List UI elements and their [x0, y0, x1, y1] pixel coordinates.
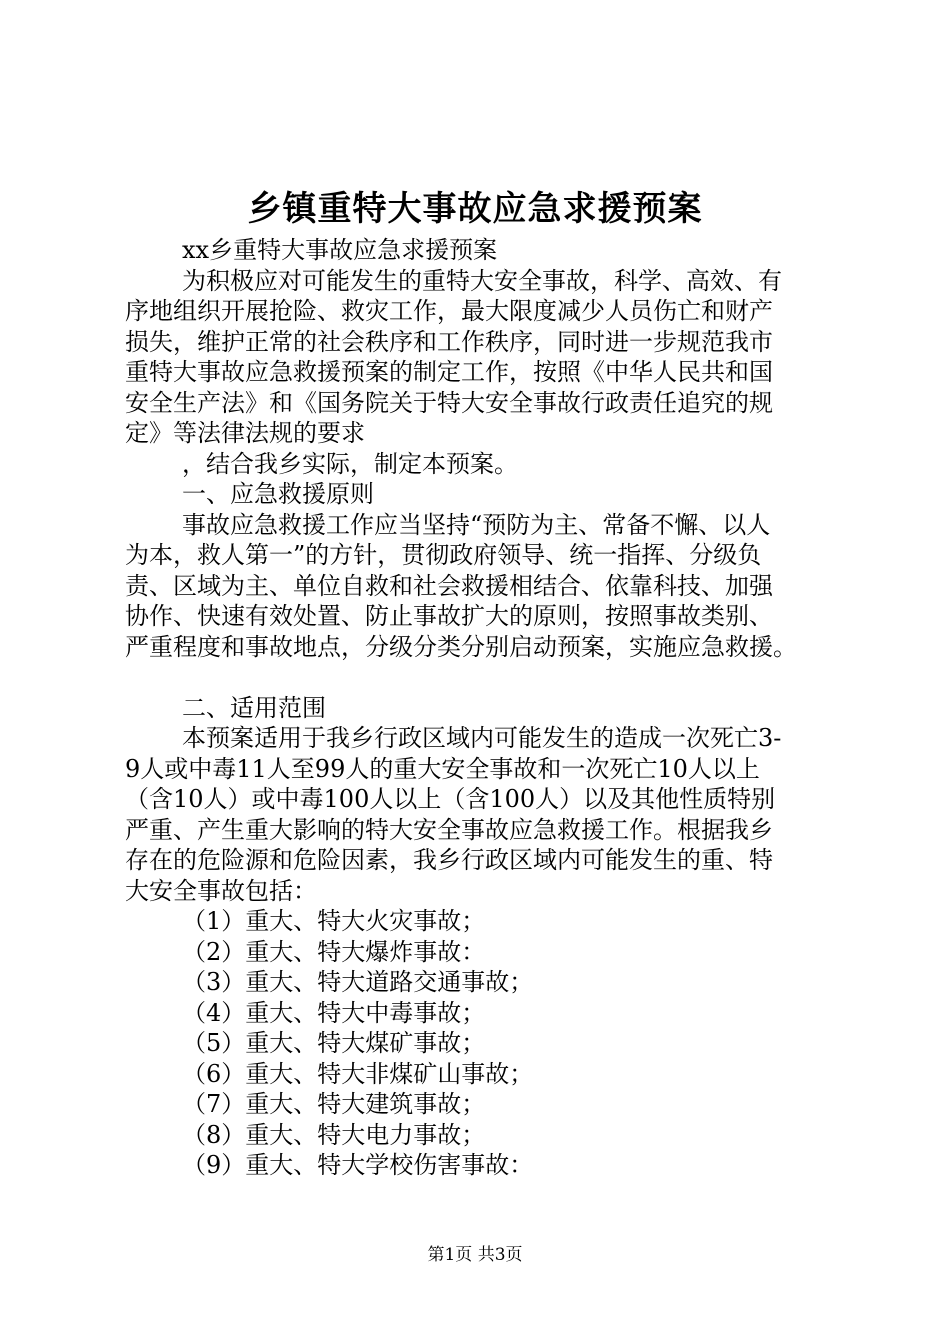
document-line: 本预案适用于我乡行政区域内可能发生的造成一次死亡3- — [182, 724, 782, 752]
document-line: xx乡重特大事故应急求援预案 — [182, 236, 498, 264]
document-line: 二、适用范围 — [182, 693, 326, 722]
document-line: 9人或中毒11人至99人的重大安全事故和一次死亡10人以上 — [125, 754, 760, 783]
document-line: 安全生产法》和《国务院关于特大安全事故行政责任追究的规 — [125, 388, 773, 417]
document-line: 大安全事故包括： — [125, 876, 317, 905]
document-line: 重特大事故应急救援预案的制定工作，按照《中华人民共和国 — [125, 358, 773, 386]
document-line: （含10人）或中毒100人以上（含100人）以及其他性质特别 — [125, 785, 776, 813]
document-title: 乡镇重特大事故应急求援预案 — [247, 189, 703, 229]
document-line: 存在的危险源和危险因素，我乡行政区域内可能发生的重、特 — [125, 846, 773, 874]
document-line: （5）重大、特大煤矿事故； — [182, 1029, 486, 1057]
document-line: 为本，救人第一”的方针，贯彻政府领导、统一指挥、分级负 — [125, 541, 762, 569]
document-line: 协作、快速有效处置、防止事故扩大的原则，按照事故类别、 — [125, 602, 773, 630]
document-line: （3）重大、特大道路交通事故； — [182, 968, 534, 996]
document-line: （8）重大、特大电力事故； — [182, 1120, 486, 1149]
document-line: （1）重大、特大火灾事故； — [182, 907, 486, 935]
document-line: 为积极应对可能发生的重特大安全事故，科学、高效、有 — [182, 266, 782, 295]
page-footer: 第1页 共3页 — [427, 1245, 523, 1265]
document-line: （6）重大、特大非煤矿山事故； — [182, 1059, 534, 1088]
document-line: 事故应急救援工作应当坚持“预防为主、常备不懈、以人 — [182, 510, 771, 539]
document-line: ，结合我乡实际，制定本预案。 — [182, 449, 518, 478]
document-line: 损失，维护正常的社会秩序和工作秩序，同时进一步规范我市 — [125, 327, 773, 356]
document-line: 责、区域为主、单位自救和社会救援相结合、依靠科技、加强 — [125, 571, 773, 600]
document-body — [125, 235, 850, 1181]
document-line: 序地组织开展抢险、救灾工作，最大限度减少人员伤亡和财产 — [125, 297, 773, 325]
document-line: （9）重大、特大学校伤害事故： — [182, 1151, 534, 1179]
document-line: 严重程度和事故地点，分级分类分别启动预案，实施应急救援。 — [125, 632, 797, 661]
document-line: （2）重大、特大爆炸事故： — [182, 937, 486, 966]
document-line: （4）重大、特大中毒事故； — [182, 998, 486, 1027]
document-line: 定》等法律法规的要求 — [125, 419, 365, 447]
blank-line — [125, 662, 850, 693]
document-line: 一、应急救援原则 — [182, 480, 374, 508]
document-line: 严重、产生重大影响的特大安全事故应急救援工作。根据我乡 — [125, 815, 773, 844]
document-line: （7）重大、特大建筑事故； — [182, 1090, 486, 1118]
